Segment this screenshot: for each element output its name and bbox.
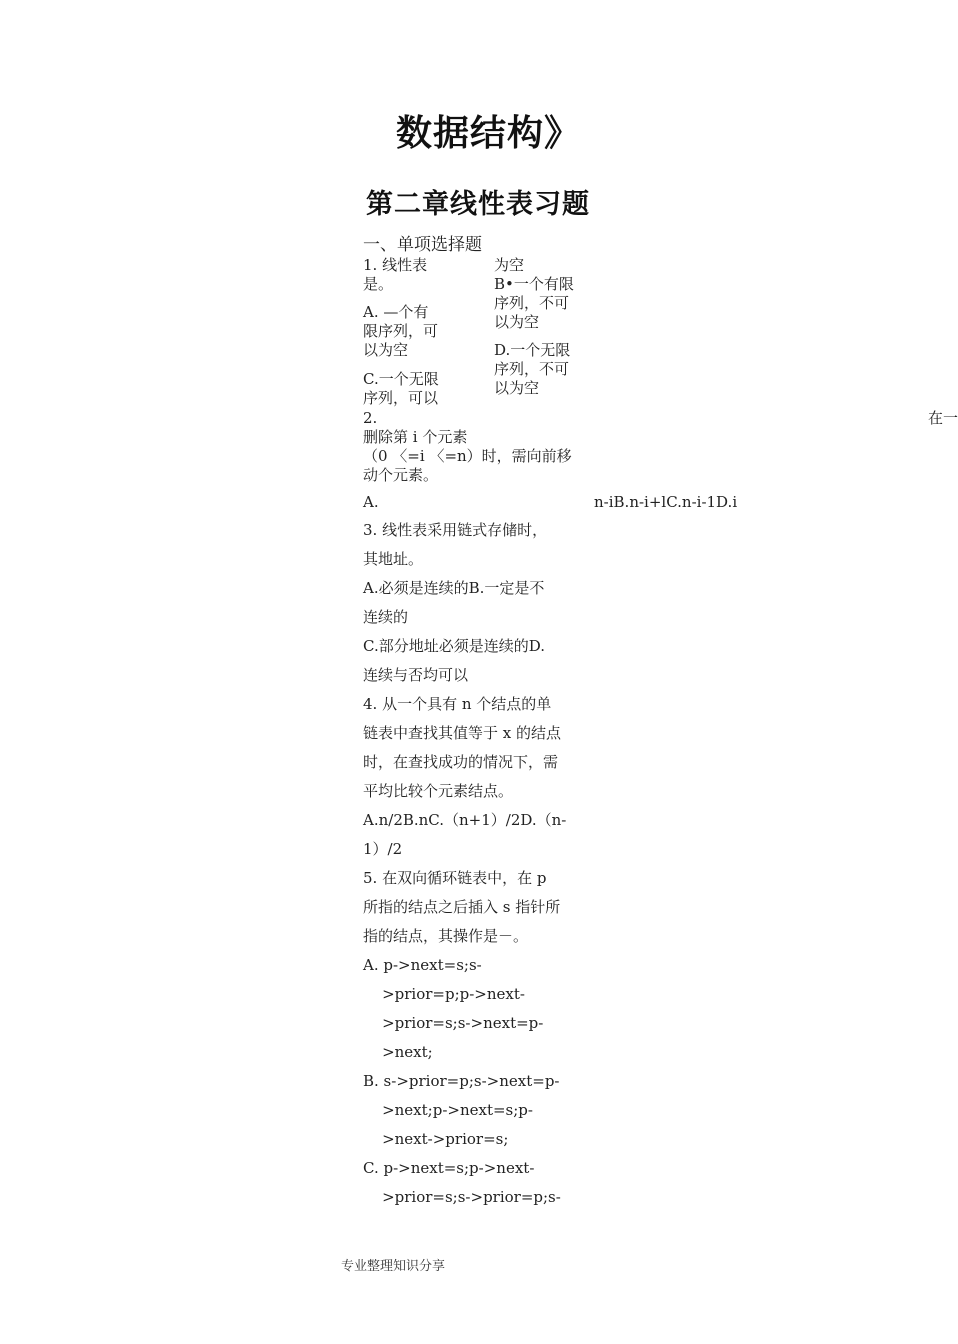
text-line: 4. 从一个具有 n 个结点的单: [363, 695, 552, 713]
q1-option-d: D.一个无限 序列，不可 以为空: [494, 341, 571, 397]
text-line: 时，在查找成功的情况下，需: [363, 753, 559, 771]
document-title: 数据结构》: [396, 113, 582, 154]
text-line: C. p->next=s;p->next-: [363, 1159, 535, 1177]
text-line: 5. 在双向循环链表中，在 p: [363, 869, 547, 887]
text-line: 连续的: [363, 608, 409, 626]
q2-option-a: A.: [363, 493, 379, 511]
text-line: >prior=s;s->prior=p;s-: [363, 1188, 561, 1206]
text-line: A.必须是连续的B.一定是不: [363, 579, 545, 597]
text-line: 连续与否均可以: [363, 666, 469, 684]
q1-option-c: C.一个无限 序列，可以: [363, 370, 439, 407]
text-line: B. s->prior=p;s->next=p-: [363, 1072, 560, 1090]
section-heading: 一、单项选择题: [363, 235, 482, 255]
text-line: A. p->next=s;s-: [363, 956, 482, 974]
q1-stem: 1. 线性表 是。: [363, 256, 428, 293]
page-footer: 专业整理知识分享: [341, 1259, 446, 1274]
q1-option-a: A. —个有 限序列，可 以为空: [363, 303, 439, 359]
q2-options: n-iB.n-i+lC.n-i-1D.i: [594, 493, 738, 511]
text-line: 所指的结点之后插入 s 指针所: [363, 898, 561, 916]
q2-cut-text: 在一: [928, 409, 958, 427]
text-line: >prior=s;s->next=p-: [363, 1014, 544, 1032]
q1-right-top: 为空: [494, 256, 525, 274]
text-line: C.部分地址必须是连续的D.: [363, 637, 545, 655]
text-line: 1）/2: [363, 840, 403, 858]
text-line: >next;: [363, 1043, 433, 1061]
text-line: 其地址。: [363, 550, 424, 568]
text-line: A.n/2B.nC.（n+1）/2D.（n-: [363, 811, 567, 829]
text-line: >next->prior=s;: [363, 1130, 509, 1148]
text-line: 链表中查找其值等于 x 的结点: [363, 724, 561, 742]
q2-number: 2.: [363, 409, 378, 427]
text-line: 平均比较个元素结点。: [363, 782, 514, 800]
text-line: >prior=p;p->next-: [363, 985, 525, 1003]
text-line: 3. 线性表采用链式存储时，: [363, 521, 548, 539]
text-line: >next;p->next=s;p-: [363, 1101, 533, 1119]
text-line: 指的结点，其操作是－。: [363, 927, 529, 945]
q2-stem: 删除第 i 个元素 （0 〈=i 〈=n）时，需向前移 动个元素。: [363, 428, 572, 484]
questions-3-to-5: [363, 516, 566, 1212]
chapter-heading: 第二章线性表习题: [366, 189, 590, 220]
q1-option-b: B•一个有限 序列，不可 以为空: [494, 275, 574, 331]
